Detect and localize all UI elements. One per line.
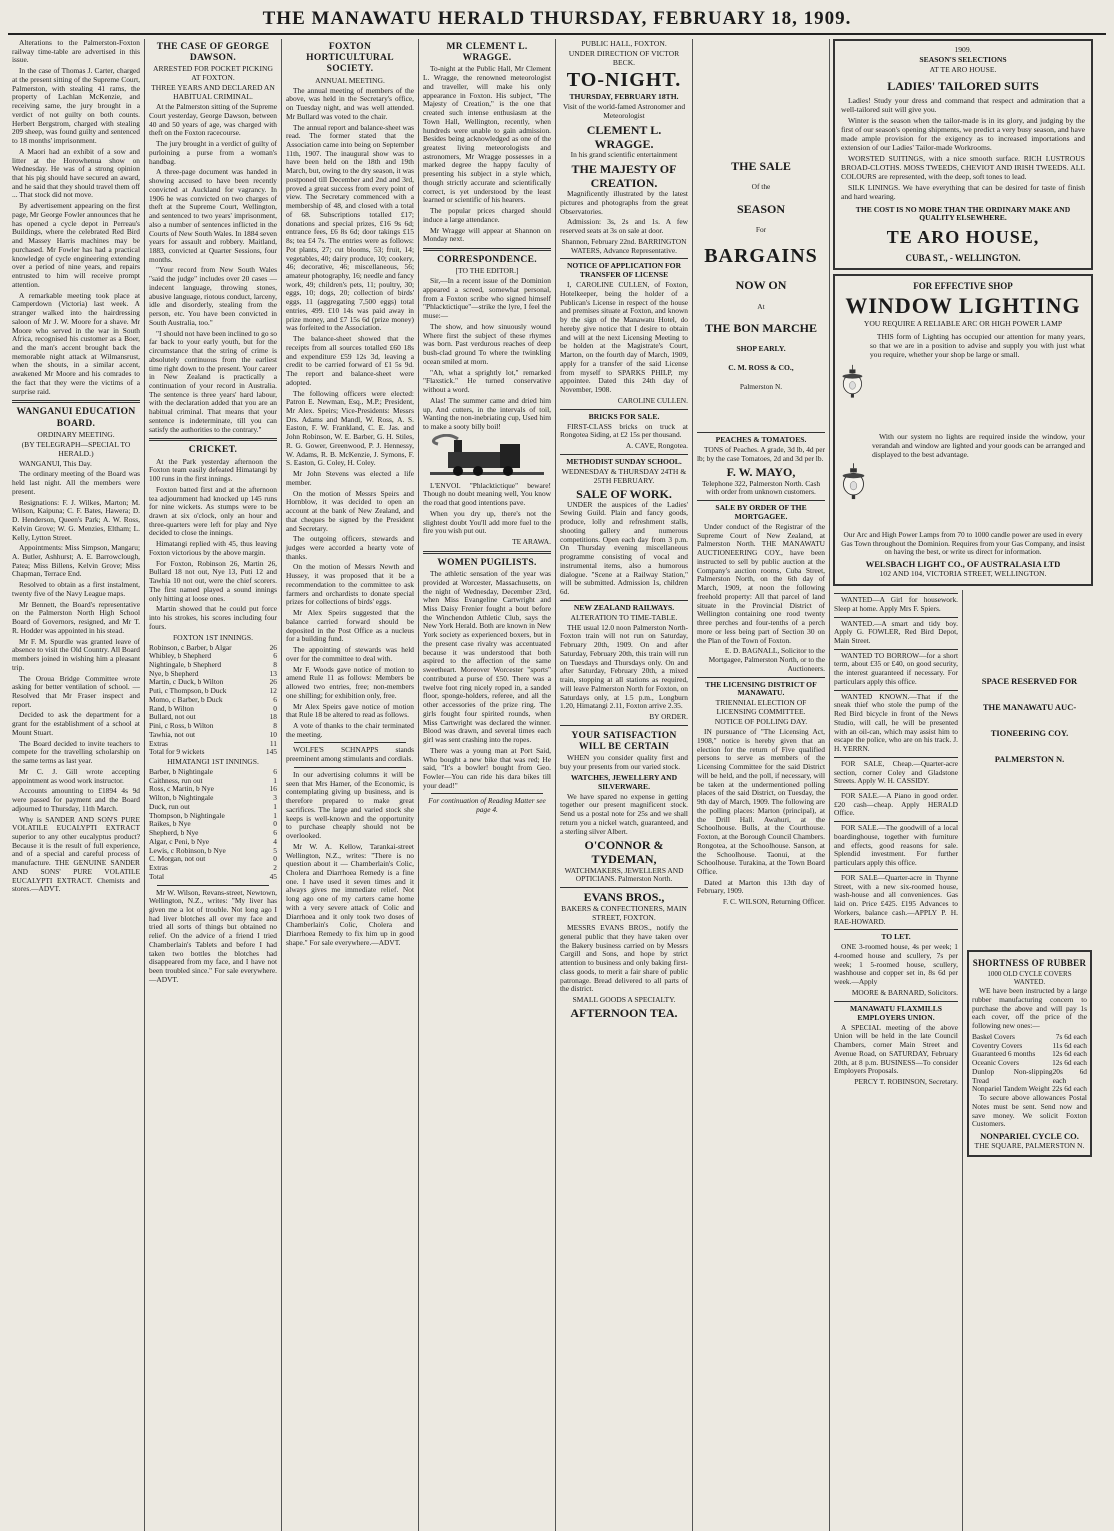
row-value: 12s 6d each (1052, 1049, 1087, 1059)
row-label: Raikes, b Nye (149, 819, 191, 829)
divider (423, 248, 551, 251)
paragraph: For Foxton, Robinson 26, Martin 26, Bullard 18 not out, Nye 13, Puti 12 and Tawhia 10 not out, were the chief scorers. The first named played a sound innings only hitting at loose ones. (149, 558, 277, 603)
column-7-8 (830, 39, 1096, 1531)
ad-firm: TE ARO HOUSE, (886, 227, 1040, 248)
row-label: Bullard, not out (149, 712, 196, 722)
paragraph: In our advertising columns it will be seen that Mrs Hamer, of the Economic, is contemplating giving up business, and is therefore prepared to make great sacrifices. The large and varied stock she keeps is well-known and the opportunity to purchase cheaply should not be overlooked. (286, 769, 414, 841)
ad-line: THE SALE (731, 159, 791, 173)
paragraph: The ordinary meeting of the Board was held last night. All the members were present. (12, 469, 140, 496)
total-value: 145 (265, 747, 277, 757)
row-value: 26 (269, 642, 277, 652)
paragraph: Mr John Stevens was elected a life member. (286, 469, 414, 487)
paragraph: Mr C. J. Gill wrote accepting appointment as wood work instructor. (12, 766, 140, 785)
arc-lamp-icon (841, 337, 864, 427)
classifieds-area (830, 590, 1096, 1531)
paragraph: Martin showed that he could put force into his strokes, his scores including four fours. (149, 604, 277, 631)
jeweller-ad (560, 725, 688, 884)
ad-line: At (757, 301, 765, 311)
bricks-ad (560, 409, 688, 451)
signature: A. CAVE, Rongotea. (625, 440, 688, 450)
row-value: 10 (269, 729, 277, 739)
price-row (972, 1068, 1087, 1085)
row-label: Tawhia, not out (149, 729, 196, 739)
paragraph: Foxton batted first and at the afternoon tea adjournment had knocked up 145 runs for nine wickets. As stumps were to be drawn at six o'clock, only an hour and three-quarters were left for play and Nye decided to close the innings. (149, 484, 277, 538)
ad-text: A SPECIAL meeting of the above Union will be held in the late Council Chambers, corner Main Street and Avenue Road, on SATURDAY, February 20th, at 8 p.m. BUSINESS—To consider Employers Proposals. (834, 1022, 958, 1076)
ad-line: SPACE RESERVED FOR (981, 676, 1078, 687)
ad-text: IN pursuance of "The Licensing Act, 1908," notice is hereby given that an election for the return of Five qualified persons to serve as members of the Licensing Committee for the said District will be held, and the poll, if necessary, will be taken at the undermentioned polling places of the said District, on Tuesday, the 9th day of March, 1909. The following are the polling places: Marton (principal), at the Drill Hall. Awahuri, at the Schoolhouse. Bulls, at the Courthouse. Foxton, at the Borough Council Chambers. Rongotea, at the Schoolhouse. Sanson, at the Schoolhouse. Taonui, at the Schoolhouse. Turakina, at the Town Board Office. (697, 727, 825, 877)
poem-stanza: L'ENVOI. "Phlacktictique" beware! Though no doubt meaning well, You know the road that good intentions pave. (423, 480, 551, 508)
flaxmills-notice (834, 1001, 958, 1087)
row-label: Oceanic Covers (972, 1058, 1019, 1068)
row-value: 0 (273, 819, 277, 829)
row-value: 8 (273, 659, 277, 669)
ad-firm: F. W. MAYO, (726, 465, 796, 480)
ad-date: WEDNESDAY & THURSDAY 24TH & 25TH FEBRUARY. (561, 466, 687, 485)
ad-firm: NONPARIEL CYCLE CO. (980, 1130, 1079, 1141)
ad-line: SEASON (736, 201, 786, 216)
article-heading: CRICKET. (188, 445, 238, 456)
divider (294, 742, 406, 743)
ad-heading: SALE OF WORK. (576, 486, 672, 501)
ad-text: WORSTED SUITINGS, with a nice smooth surface. RICH LUSTROUS BROAD-CLOTHS. MOSS TWEEDS, CHEVIOT AND IRISH TWEEDS. ALL COLOURS are represented, with the deep, soft tones to lead. (841, 153, 1085, 181)
column-1 (8, 39, 145, 1531)
ad-headline: LADIES' TAILORED SUITS (887, 78, 1039, 93)
column-6 (693, 39, 830, 1531)
row-value: 8 (273, 721, 277, 731)
paragraph: Appointments: Miss Simpson, Mangaru; A. Butler, Ashhurst; A. E. Barrowclough, Patea; Miss Billens, Kelvin Grove; Miss Chapman, Terrace End. (12, 543, 140, 579)
column-4 (419, 39, 556, 1531)
article-subheading: ARRESTED FOR POCKET PICKING AT FOXTON. (153, 64, 273, 83)
ad-address: CUBA ST., - WELLINGTON. (905, 252, 1021, 263)
divider (12, 400, 140, 403)
paragraph: Alterations to the Palmerston-Foxton railway time-table are advertised in this issue. (12, 39, 140, 65)
ad-text: Magnificently illustrated by the latest pictures and photographs from the great Observatories. (560, 189, 688, 216)
row-value: 11s 6d each (1052, 1040, 1087, 1050)
ad-line: Palmerston N. (739, 382, 783, 392)
advertisement: Mr W. Wilson, Revans-street, Newtown, Wellington, N.Z., writes: "My liver has given me a lot of trouble. Not long ago I had liver blotches all over my face and tried all sorts of things but obtained no relief. On the advice of a friend I tried Chamberlain's Tablets and before I had taken two bottles the blotches had disappeared from my face, and I have not been troubled since." For sale everywhere.—ADVT. (149, 887, 277, 984)
ad-heading: TO LET. (881, 932, 911, 942)
signature: BY ORDER. (649, 712, 688, 722)
row-value: 1 (273, 775, 277, 785)
ad-text: Visit of the world-famed Astronomer and Meteorologist (562, 102, 686, 121)
ad-text: Telephone 322, Palmerston North. Cash with order from unknown customers. (701, 478, 821, 497)
ad-subheading: YOU REQUIRE A RELIABLE ARC OR HIGH POWER LAMP (863, 318, 1063, 328)
ad-text: ONE 3-roomed house, 4s per week; 1 4-roomed house and scullery, 7s per week; 1 5-roomed house, scullery, washhouse and copper set in, 8s 6d per week.—Apply (834, 942, 958, 987)
te-aro-house-ad (833, 39, 1093, 270)
ad-text: Under conduct of the Registrar of the Supreme Court of New Zealand, at Palmerston North. THE MANAWATU AUCTIONEERING COY., have been instructed to sell by public auction at the Company's auction rooms, Cuba Street, Palmerston North, on the 6th day of March, 1909, at noon the following freehold property: All that parcel of land situate in the Provincial District of Wellington containing one rood twenty three perches and four-tenths of a perch more or less being part of Section 30 on the Plan of the Town of Foxton. (697, 522, 825, 645)
rubber-ad (967, 950, 1092, 1157)
signature: TE ARAWA. (512, 537, 551, 547)
ad-text: WHEN you consider quality first and buy your presents from our varied stock. (560, 753, 688, 771)
scorecard-row (149, 855, 277, 864)
advertisement: WOLFE'S SCHNAPPS stands preeminent among stimulants and cordials. (286, 745, 414, 764)
column-5 (556, 39, 693, 1531)
ad-text: THE usual 12.0 noon Palmerston North-Foxton train will not run on Saturday, February 20th, 1909. On and after Saturday, February 20th, this train will run on Tuesdays and Thursdays only. On and after Saturday, February 20th, a mixed train, stopping at all stations as required, will leave Palmerston North for Foxton, on Saturdays only, at 1.5 p.m., Longburn 1.20, Himatangi 2.11, Foxton arrive 2.35. (560, 622, 688, 711)
row-value: 22s 6d each (1052, 1084, 1087, 1094)
ad-text: SILK LININGS. We have everything that can be desired for taste of finish and hard wearing. (841, 182, 1085, 201)
row-label: C. Morgan, not out (149, 854, 206, 864)
paragraph: A Maori had an exhibit of a sow and litter at the Horowhenua show on Wednesday. He was of a strong opinion that his pig should have secured an award, and he said that they should travel them off ... That stock did not move. (12, 146, 140, 200)
price-list (972, 1033, 1087, 1094)
continuation-note: For continuation of Reading Matter see page 4. (428, 796, 546, 815)
ad-performer: CLEMENT L. WRAGGE. (586, 122, 662, 152)
advertisement: Mr W. A. Kellow, Tarankai-street Wellington, N.Z., writes: "There is no question about it — Chamberlain's Colic, Cholera and Diarrhoea Remedy is a fine one. I have used it seven times and it always gives me immediate relief. Not long ago one of my carters came home with a very severe attack of Colic and Diarrhoea and it only took two doses of Chamberlain's Colic, Cholera and Diarrhoea Remedy to fix him up in good shape." For sale everywhere.—ADVT. (286, 841, 414, 947)
classified-ad: FOR SALE, Cheap.—Quarter-acre section, corner Coley and Gladstone Streets. Apply W. H. CASSIDY. (834, 758, 958, 786)
row-label: Extras (149, 863, 168, 873)
ad-subheading: AT TE ARO HOUSE. (929, 64, 997, 74)
row-label: Wilton, b Nightingale (149, 793, 214, 803)
row-label: Guaranteed 6 months (972, 1049, 1036, 1059)
classified-ad: WANTED KNOWN.—That if the sneak thief who stole the pump of the Red Bird bicycle in front of the News Studio, will call, he will be presented with an oil-can, which may assist him to escape the police, who are on his track. J. H. YERRN. (834, 691, 958, 754)
row-label: Dunlop Non-slipping Tread (972, 1066, 1053, 1085)
total-value: 45 (269, 871, 277, 881)
mortgagee-sale-ad (697, 500, 825, 673)
paragraph: Mr Bennett, the Board's representative on the Palmerston North High School Board of Governors, resigned, and Mr T. R. Hodder was appointed in his stead. (12, 599, 140, 635)
notice-heading: NOTICE OF APPLICATION FOR TRANSFER OF LICENSE (566, 261, 682, 280)
peaches-ad (697, 432, 825, 497)
row-value: 13 (269, 668, 277, 678)
columns (8, 39, 1106, 1531)
row-label: Thompson, b Nightingale (149, 810, 225, 820)
paragraph: The balance-sheet showed that the receipts from all sources totalled £60 18s and expenditure £59 12s 3d, leaving a credit to be carried forward of £1 5s 9d. The report and balance-sheet were adopted. (286, 334, 414, 387)
signature: MOORE & BARNARD, Solicitors. (851, 987, 958, 997)
ad-firm: WELSBACH LIGHT CO., OF AUSTRALASIA LTD (865, 558, 1061, 569)
ad-title: THE MAJESTY OF CREATION. (571, 161, 677, 191)
scorecard-total (149, 873, 277, 882)
article-subheading: THREE YEARS AND DECLARED AN HABITUAL CRIMINAL. (151, 83, 275, 102)
ad-line: SHOP EARLY. (736, 344, 786, 354)
row-label: Puti, c Thompson, b Duck (149, 686, 227, 696)
advertisement: Why is SANDER AND SON'S PURE VOLATILE EUCALYPTI EXTRACT superior to any other eucalyptus product? Because it is the result of full experience, and of a special and careful process of manufacture. THE GENUINE SANDER AND SONS' PURE VOLATILE EUCALYPTI EXTRACT. Chemists and stores.—ADVT. (12, 814, 140, 894)
ad-line: Of the (751, 182, 771, 192)
ad-line: PALMERSTON N. (994, 754, 1065, 765)
paragraph: By advertisement appearing on the first page, Mr George Fowler announces that he has opened a cycle depot in Perreau's Buildings, where the celebrated Red Bird and Massey Harris machines may be purchased. Mr Fowler has had a practical knowledge of cycle engineering extending over a period of nine years, and repairs entrusted to him will receive prompt attention. (12, 201, 140, 289)
article-heading: CORRESPONDENCE. (437, 255, 537, 266)
row-value: 5 (273, 845, 277, 855)
poem-stanza: Alas! The summer came and dried him up, And cutters, in the intervals of toil, Wanting the non-inebriating cup, Used him to make a sooty billy boil! (423, 395, 551, 431)
classified-ad: FOR SALE.—A Piano in good order. £20 cash—cheap. Apply HERALD Office. (834, 791, 958, 818)
notice-text: I, CAROLINE CULLEN, of Foxton, Hotelkeeper, being the holder of a Publican's License in respect of the house and premises situate at Foxton, and known by the sign of the Manawatu Hotel, do hereby give notice that I desire to obtain and will at the next Licensing Meeting to be holden at the Magistrate's Court, Marton, on the fourth day of March, 1909, apply for a transfer of the said License from myself to SPARKS PHILP, my appointee. Dated this 24th day of November, 1908. (560, 280, 688, 395)
ad-text: Shannon, February 22nd. BARRINGTON WATERS, Advance Representative. (561, 236, 687, 255)
poem-stanza: "Ah, what a sprightly lot," remarked "Flaxstick." He turned conservative without a word. (423, 367, 551, 395)
row-label: Ross, c Martin, b Nye (149, 784, 214, 794)
scorecard-row (149, 864, 277, 873)
paragraph: The Board decided to invite teachers to compete for the travelling scholarship on the same terms as last year. (12, 738, 140, 766)
paragraph: The jury brought in a verdict of guilty of purloining a purse from a woman's handbag. (149, 139, 277, 166)
divider (294, 767, 406, 768)
classified-ad: WANTED—A Girl for housework. Sleep at home. Apply Mrs F. Spiers. (834, 595, 958, 613)
signature: CAROLINE CULLEN. (617, 395, 688, 405)
row-label: Momo, c Barber, b Duck (149, 694, 223, 704)
ad-line: For (755, 225, 767, 235)
ad-subheading: ALTERATION TO TIME-TABLE. (570, 612, 678, 622)
ad-headline: WINDOW LIGHTING (845, 292, 1081, 318)
ad-text: FIRST-CLASS bricks on truck at Rongotea Siding, at £2 15s per thousand. (560, 421, 688, 440)
scorecard-himatangi (149, 768, 277, 873)
row-value: 6 (273, 651, 277, 661)
total-label: Total (149, 871, 165, 881)
ad-body (841, 333, 1085, 431)
ad-heading: METHODIST SUNDAY SCHOOL. (566, 456, 682, 466)
paragraph: Resignations: F. J. Wilkes, Marton; M. Wilson, Kaipuna; C. F. Bates, Hawera; D. D. Henderson, Queen's Park; A. W. Ross, Kelvin Grove; W. G. Menzies, Eltham; L. Kelly, Lytton Street. (12, 497, 140, 542)
ad-heading: PEACHES & TOMATOES. (715, 435, 807, 445)
ad-text: With our system no lights are required inside the window, your verandah and window are lighted and your goods can be arranged and displayed to the best advantage. (871, 431, 1085, 459)
paragraph: Accounts amounting to £1894 4s 9d were passed for payment and the Board adjourned to Thursday, 11th March. (12, 786, 140, 813)
ad-heading: AFTERNOON TEA. (570, 1005, 678, 1020)
row-value: 16 (269, 784, 277, 794)
article-heading: THE CASE OF GEORGE DAWSON. (156, 42, 270, 64)
ad-address: 102 AND 104, VICTORIA STREET, WELLINGTON. (879, 569, 1047, 579)
paragraph: The popular prices charged should induce a large attendance. (423, 206, 551, 224)
paragraph: Himatangi replied with 45, thus leaving Foxton victorious by the above margin. (149, 539, 277, 557)
ad-text: Admission: 3s, 2s and 1s. A few reserved seats at 3s on sale at door. (560, 217, 688, 236)
paragraph: Mr F. Woods gave notice of motion to amend Rule 11 as follows: Members be allowed two entries, free; non-members one shilling; for exhibition only, free. (286, 664, 414, 700)
row-value: 26 (269, 677, 277, 687)
signature: E. D. BAGNALL, Solicitor to the Mortgagee, Palmerston North, or to the Auctioneers. (708, 646, 825, 673)
ad-line: NOW ON (735, 278, 787, 293)
ad-firm: THE BON MARCHE (704, 321, 817, 336)
ad-line: THE MANAWATU AUC- (982, 702, 1077, 713)
row-label: Algar, c Peni, b Nye (149, 836, 210, 846)
ad-line: TIONEERING COY. (990, 728, 1069, 739)
article-heading: MR CLEMENT L. WRAGGE. (446, 42, 528, 64)
paragraph: "I should not have been inclined to go so far back to your early youth, but for the circumstance that the string of crime is absolutely continuous from the earliest time right down to the present. Your career in New Zealand is practically a continuation of your record in Australia. The sentence is three years' hard labour, with the declaration added that you are an habitual criminal. That means that your sentence is indeterminate, till you can satisfy the authorities to the contrary." (149, 328, 277, 434)
paragraph: The annual report and balance-sheet was read. The former stated that the Association came into being on September 11th, 1907. The inaugural show was to have been held on the 18th and 19th March, but, owing to the dry season, it was postponed till December and 2nd and 3rd, proved a great success from every point of view. The Secretary commenced with a membership of 48, and closed with a total of 68. Subscriptions totalled £17; donations and special prizes, £16 9s 6d; entrance fees, £6 8s 6d; door takings £15 8s; tea £4 7s. The entries were as follows: Pot plants, 27; cut blooms, 53; fruit, 14; vegetables, 40; dairy produce, 10; cookery, 46; decorative, 46; miscellaneous, 56; amateur photography, 16; needle and fancy work, 49; children's pets, 11; poultry, 30; eggs, 10; dogs, 20; collection of birds' eggs, 11 (aggregating 7,500 eggs) total entries, 499. £10 14s was paid away in prize money, and £7 15s 6d (prize money) was forfeited to the Association. (286, 122, 414, 333)
ad-body (841, 433, 1085, 531)
row-value: 20s 6d each (1052, 1066, 1087, 1085)
article-subheading: (BY TELEGRAPH—SPECIAL TO HERALD.) (21, 439, 131, 458)
total-label: Total for 9 wickets (149, 747, 205, 757)
row-label: Barber, b Nightingale (149, 767, 213, 776)
row-value: 1 (273, 801, 277, 811)
divider (423, 551, 551, 554)
ad-heading: SEASON'S SELECTIONS (919, 54, 1007, 64)
paragraph: There was a young man at Port Said, Who bought a new bike that was red; He said, "It's a bowler! bought from Geo. Fowler—You can ride his dara bikes till your dead!" (423, 745, 551, 790)
ad-direction: UNDER DIRECTION OF VICTOR BECK. (568, 48, 680, 67)
signature: PERCY T. ROBINSON, Secretary. (854, 1076, 958, 1086)
divider (157, 885, 269, 886)
row-value: 11 (269, 738, 277, 748)
ad-text: SMALL GOODS A SPECIALTY. (572, 994, 676, 1004)
ad-headline: TO-NIGHT. (566, 68, 682, 91)
row-label: Coventry Covers (972, 1040, 1023, 1050)
ad-text: THIS form of Lighting has occupied our attention for many years, so that we are in a position to advise and supply you with just what you require, whether your shop be large or small. (869, 331, 1085, 359)
licensing-notice (697, 677, 825, 907)
paragraph: Mr Alex Speirs gave notice of motion that Rule 18 be altered to read as follows. (286, 701, 414, 720)
paragraph: The athletic sensation of the year was provided at Worcester, Massachusetts, on the night of Wednesday, December 23rd, when Miss Evangeline Cartwright and Miss Daisy Frenier fought a bout before the Winchendon Athletic Club, says the New York Herald. Both are known in New York society as experienced boxers, but in the present case rivalry was accentuated because it was understood that both aspired to the affection of the same sweetheart. Moreover Worcester "sports" contributed a purse of £50. There was a twelve foot ring nicely roped in, a sanded floor, sponge-holders, referee, and all the other accessories of the prize ring. The girls fought four spirited rounds, when Miss Cartwright was declared the winner. Blood was drawn, and several times each girl was sent crashing into the ropes. (423, 569, 551, 745)
article-heading: WOMEN PUGILISTS. (437, 557, 537, 568)
article-subheading: [TO THE EDITOR.] (455, 266, 519, 276)
paragraph: The outgoing officers, stewards and judges were accorded a hearty vote of thanks. (286, 534, 414, 561)
row-value: 12 (269, 686, 277, 696)
signature: F. C. WILSON, Returning Officer. (722, 897, 825, 907)
ad-heading: THE LICENSING DISTRICT OF MANAWATU. (705, 679, 817, 698)
paragraph: The Oroua Bridge Committee wrote asking for better ventilation of school. — Resolved that Mr Fraser inspect and report. (12, 673, 140, 709)
ad-text: To secure above allowances Postal Notes must be sent. Send now and save money. We solicit Foxton Customers. (972, 1093, 1087, 1129)
paragraph: WANGANUI, This Day. (19, 458, 92, 468)
ad-subheading: 1000 OLD CYCLE COVERS WANTED. (987, 969, 1072, 986)
ad-text: WATCHMAKERS, JEWELLERS AND OPTICIANS. Palmerston North. (564, 865, 684, 884)
ad-text: UNDER the auspices of the Ladies' Sewing Guild. Plain and fancy goods, produce, lolly and refreshment stalls, shooting gallery and numerous competitions. Open each day from 3 p.m. On Thursday evening miscellaneous programme consisting of vocal and instrumental items, also a humorous dialogue. "Scene at a Railway Station," will be submitted. Admission 1s, children 6d. (560, 499, 688, 597)
row-value: 2 (273, 863, 277, 873)
row-value: 1 (273, 810, 277, 820)
ad-headline: BARGAINS (704, 244, 818, 267)
paragraph: "Your record from New South Wales "said the judge" includes over 20 cases — indecent language, throwing stones, abusive language, riotous conduct, larceny, idle and disorderly, stealing from the person, etc. You have been convicted in South Australia, too." (149, 265, 277, 327)
masthead: THE MANAWATU HERALD THURSDAY, FEBRUARY 18, 1909. (8, 6, 1106, 35)
row-label: Nightingale, b Shepherd (149, 659, 222, 669)
row-value: 6 (273, 694, 277, 704)
ad-firm: C. M. ROSS & CO., (728, 363, 794, 373)
paragraph: To-night at the Public Hall, Mr Clement L. Wragge, the renowned meteorologist and traveller, will make his only appearance in Foxton. His subject, "The Majesty of Creation," is the one that created such intense enthusiasm at the Town Hall, Wellington, recently, when hundreds were unable to gain admission. Besides being acknowledged as one of the greatest living meteorologists and astronomers, Mr Wragge possesses in a marked degree the happy faculty of presenting his subject in a style which, though strictly accurate and scientifically correct, is yet understood by the least learned or scientific of his hearers. (423, 64, 551, 205)
sale-of-work-ad (560, 454, 688, 597)
paragraph: At the Palmerston sitting of the Supreme Court yesterday, George Dawson, between 40 and 50 years of age, was charged with theft on the Foxton racecourse. (149, 102, 277, 138)
ad-heading: FOR EFFECTIVE SHOP (913, 281, 1013, 292)
paragraph: The following officers were elected: Patron E. Newman, Esq., M.P.; President, Mr Alex. Speirs; Vice-Presidents: Messrs Drs. Adams and Mandl, W. Ross, A. S. Easton, F. W. Frankland, C. E. Jas. and John Robinson, W. E. Barber, G. H. Stiles, R. G. Gower, Greenwood, P. J. Hennessy, W. Adams, R. B. McKenzie, J. Symons, F. S. Easton, G. Coley, H. Coley. (286, 388, 414, 468)
paragraph: A vote of thanks to the chair terminated the meeting. (286, 720, 414, 739)
ad-text: Dated at Marton this 13th day of February, 1909. (697, 877, 825, 896)
row-label: Pini, c Ross, b Wilton (149, 721, 214, 731)
scorecard-total (149, 748, 277, 757)
paragraph: The appointing of stewards was held over for the committee to deal with. (286, 645, 414, 663)
ad-heading: SALE BY ORDER OF THE MORTGAGEE. (715, 503, 807, 522)
poem-stanza: The show, and how sinuously wound Where first the subject of these rhymes was born. Past verdurous reaches of deep bush-clad ground To where the twinkling ocean smiled at morn. (423, 321, 551, 366)
scorecard-heading: HIMATANGI 1ST INNINGS. (167, 757, 259, 767)
classified-ad: FOR SALE.—The goodwill of a local boardinghouse, together with furniture and effects, good reasons for sale. Splendid investment. For further particulars apply this office. (834, 823, 958, 868)
classified-ad: WANTED TO BORROW—for a short term, about £35 or £40, on good security, the interest guaranteed if necessary. For particulars apply this office. (834, 650, 958, 686)
row-label: Martin, c Duck, b Wilton (149, 677, 224, 687)
ad-heading: SHORTNESS OF RUBBER (972, 958, 1087, 969)
ad-firm: O'CONNOR & TYDEMAN, (584, 838, 664, 867)
paragraph: The annual meeting of members of the above, was held in the Secretary's office, on Tuesday night, and was well attended. Mr Bullard was voted to the chair. (286, 85, 414, 121)
paragraph: Decided to ask the department for a grant for the establishment of a school at Mount Stuart. (12, 710, 140, 737)
divider (431, 793, 543, 794)
row-label: Caithness, run out (149, 775, 203, 785)
bakery-ad (560, 887, 688, 1020)
article-subheading: ANNUAL MEETING. (315, 75, 385, 85)
paragraph: A remarkable meeting took place at Camperdown (Victoria) last week. A stranger walked into the hairdressing saloon of Mr J. W. Moore for a shave. Mr Moore who served in the war in South Africa, recognised his customer as a Boer, and the man's accent brought back the memorable night attack at Wilmansrust, when the shouts, in a similar accent, awakened Mr Moore and his comrades to the fact that they were the victims of a surprise raid. (12, 290, 140, 396)
ad-text: In his grand scientific entertainment (570, 150, 678, 160)
row-label: Robinson, c Barber, b Algar (149, 642, 232, 652)
reserved-column (963, 590, 1096, 1531)
row-label: Shepherd, b Nye (149, 828, 199, 838)
ad-heading: BRICKS FOR SALE. (588, 411, 660, 421)
article-heading: WANGANUI EDUCATION BOARD. (16, 407, 136, 429)
paragraph: Mr Alex Speirs suggested that the balance carried forward should be deposited in the Post Office as a nucleus for a building fund. (286, 608, 414, 644)
ad-heading: EVANS BROS., (583, 890, 665, 905)
paragraph: On the motion of Messrs Speirs and Hornblow, it was decided to open an account at the bank of New Zealand, and that cheques be signed by the President and Secretary. (286, 488, 414, 533)
reserved-space-ad (967, 590, 1092, 950)
paragraph: A three-page document was handed in showing accused to have been recently convicted at Auckland for vagrancy. In 1906 he was convicted on two charges of theft at the Supreme Court, Wellington, and sentenced to two years' imprisonment, also a number of sentences inflicted in the Courts of New South Wales. In 1884 seven years for assault and robbery. Maitland, 1883, convicted at Quarter Sessions, four months. (149, 167, 277, 264)
row-label: Nonpariel Tandem Weight (972, 1084, 1050, 1094)
row-label: Duck, run out (149, 801, 190, 811)
row-value: 0 (273, 703, 277, 713)
railways-ad (560, 600, 688, 722)
row-value: 4 (273, 836, 277, 846)
article-subheading: ORDINARY MEETING. (37, 429, 115, 439)
ad-text: We have spared no expense in getting together our present magnificent stock. Send us a postal note for 25s and we shall return you a nickel watch, guaranteed, and a sterling silver Albert. (560, 791, 688, 836)
row-label: Baskel Covers (972, 1031, 1015, 1041)
column-3 (282, 39, 419, 1531)
classified-ad: WANTED.—A smart and tidy boy. Apply G. FOWLER, Red Bird Depot, Main Street. (834, 618, 958, 645)
paragraph: Resolved to obtain as a first instalment, twenty five of the Navy League maps. (12, 580, 140, 598)
ad-text: TONS of Peaches. A grade, 3d lb, 4d per lb; by the case Tomatoes, 2d and 3d per lb. (697, 445, 825, 463)
ad-text: MESSRS EVANS BROS., notify the general public that they have taken over the Bakery business carried on by Messrs Cargill and Sons, and hope by strict attention to business and only baking first-class goods, to merit a fair share of public patronage. Bread delivered to all parts of the district. (560, 923, 688, 994)
article-heading: FOXTON HORTICULTURAL SOCIETY. (306, 42, 394, 75)
ad-subheading: NOTICE OF POLLING DAY. (714, 717, 808, 727)
ad-subheading: WATCHES, JEWELLERY AND SILVERWARE. (570, 772, 678, 791)
paragraph: Mr Wragge will appear at Shannon on Monday next. (423, 225, 551, 244)
row-label: Lewis, c Robinson, b Nye (149, 845, 226, 855)
row-label: Nye, b Shepherd (149, 668, 199, 678)
scorecard-row (149, 731, 277, 740)
welsbach-ad (833, 274, 1093, 586)
train-illustration (428, 434, 546, 480)
divider (149, 438, 277, 441)
arc-lamp-icon (841, 437, 866, 527)
paragraph: At the Park yesterday afternoon the Foxton team easily defeated Himatangi by 100 runs in the first innings. (149, 456, 277, 484)
ad-text: Ladies! Study your dress and command that respect and admiration that a well-tailored suit will give you. (841, 96, 1085, 114)
row-label: Extras (149, 738, 168, 748)
ad-subheading: BAKERS & CONFECTIONERS, MAIN STREET, FOXTON. (561, 904, 687, 923)
paragraph: In the case of Thomas J. Carter, charged at the present sitting of the Supreme Court, Palmerston, with stealing 41 rams, the property of Lachlan McKenzie, and receiving same, the jury brought in a verdict of not guilty on both counts. Herbert Bergstrom, charged with stealing 209 sheep, was found guilty and sentenced to 18 months' imprisonment. (12, 66, 140, 146)
ad-heading: MANAWATU FLAXMILLS EMPLOYERS UNION. (849, 1003, 943, 1022)
row-value: 6 (273, 767, 277, 776)
ad-text: Our Arc and High Power Lamps from 70 to 1000 candle power are used in every Gas Town throughout the Dominion. Requires from your Gas Company, and insist on having the best, or write us direct for information. (841, 529, 1085, 557)
license-notice (560, 258, 688, 405)
ad-heading: NEW ZEALAND RAILWAYS. (573, 602, 675, 612)
ad-year: 1909. (954, 45, 972, 54)
bon-marche-ad (697, 39, 825, 392)
row-label: Whibley, b Shepherd (149, 651, 212, 661)
row-value: 7s 6d each (1055, 1031, 1087, 1041)
ad-address: THE SQUARE, PALMERSTON N. (974, 1141, 1085, 1150)
row-label: Rand, b Wilton (149, 703, 194, 713)
row-value: 6 (273, 828, 277, 838)
poem-stanza: When you dry up, there's not the slightest doubt You'll add more fuel to the fire you wish put out. (423, 508, 551, 536)
row-value: 18 (269, 712, 277, 722)
to-let-ad (834, 929, 958, 997)
paragraph: Mr F. M. Spurdle was granted leave of absence to visit the Old Country. All Board members joined in wishing him a pleasant trip. (12, 636, 140, 672)
row-value: 3 (273, 793, 277, 803)
ad-slogan: THE COST IS NO MORE THAN THE ORDINARY MAKE AND QUALITY ELSEWHERE. (855, 204, 1071, 223)
ad-heading: YOUR SATISFACTION WILL BE CERTAIN (571, 730, 677, 752)
classified-ad: FOR SALE—Quarter-acre in Thynne Street, with a new six-roomed house, wash-house and all conveniences. Gas laid on. Price £425. £195 Advances to Workers, balance cash.—APPLY P. H. RAE-HOWARD. (834, 872, 958, 926)
paragraph: Sir,—In a recent issue of the Dominion appeared a screed, somewhat personal, from a Foxton scribe who signed himself "Phlacktictique"—strike the lyre, I feel the muse:— (423, 276, 551, 321)
ad-venue: PUBLIC HALL, FOXTON. (581, 39, 667, 48)
classifieds-column (830, 590, 963, 1531)
scorecard-heading: FOXTON 1ST INNINGS. (172, 632, 254, 642)
paragraph: On the motion of Messrs Newth and Hussey, it was proposed that it be a recommendation to the committee to ask farmers and orchardists to donate special prizes for collections of birds' eggs. (286, 562, 414, 607)
row-value: 0 (273, 854, 277, 864)
ad-text: Winter is the season when the tailor-made is in its glory, and judging by the first of our season's opening shipments, we predict a very busy season, and have made ample provision for the exigency as to increased importations and extension of our Ladies' Tailor-made Workrooms. (841, 115, 1085, 152)
ad-subheading: TRIENNIAL ELECTION OF LICENSING COMMITTEE. (715, 698, 807, 717)
row-value: 12s 6d each (1052, 1058, 1087, 1068)
column-2 (145, 39, 282, 1531)
ad-text: WE have been instructed by a large rubber manufacturing concern to purchase the above and will pay 1s each cover, off the price of the following new ones:— (972, 986, 1087, 1031)
scorecard-foxton (149, 644, 277, 749)
ad-date: THURSDAY, FEBRUARY 18TH. (569, 92, 679, 102)
